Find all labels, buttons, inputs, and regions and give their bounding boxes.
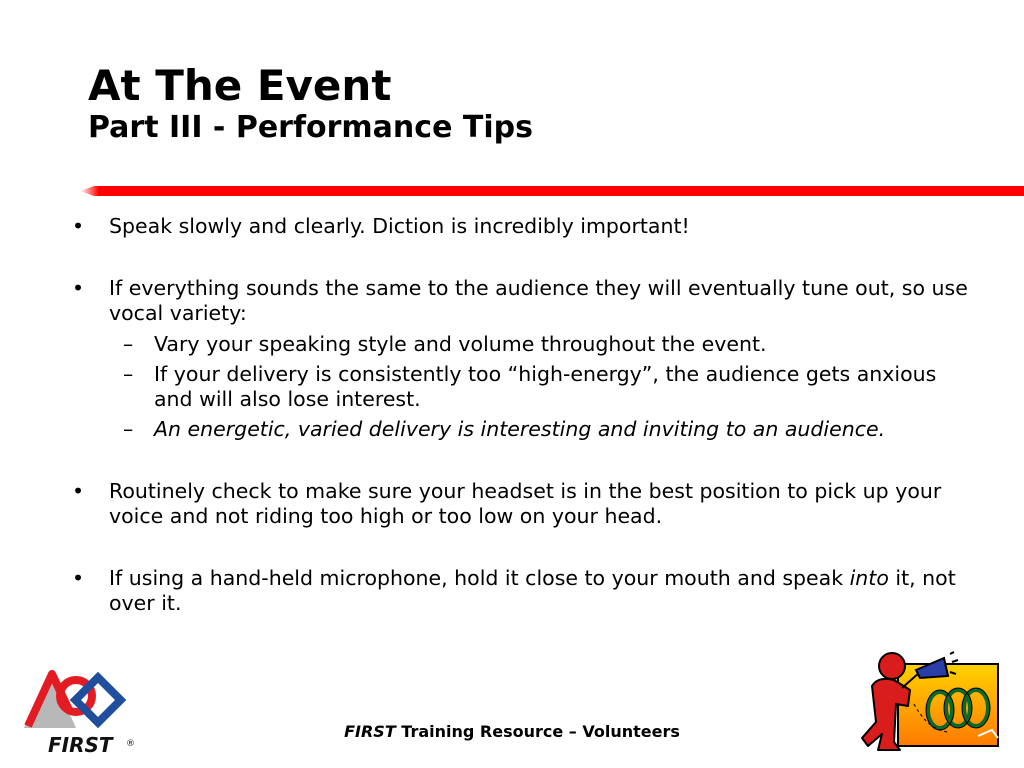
bullet-list (72, 214, 972, 616)
first-logo-icon (14, 656, 138, 760)
bullet-item (72, 566, 972, 616)
slide-title: At The Event (88, 61, 392, 110)
title-block (88, 60, 533, 148)
sub-bullet-item (109, 332, 972, 357)
bullet-text: If everything sounds the same to the audience they will eventually tune out, so use vocal variety: (109, 276, 968, 325)
logo-wordmark: FIRST (48, 733, 113, 757)
bullet-dot-icon: • (72, 566, 85, 590)
sub-bullet-text: Vary your speaking style and volume throughout the event. (154, 332, 767, 356)
person-megaphone-clipart-icon (858, 646, 1010, 762)
bullet-dot-icon: • (72, 276, 85, 300)
dash-icon: – (123, 417, 134, 441)
sub-bullet-list (109, 332, 972, 442)
footer-rest: Training Resource – Volunteers (395, 722, 680, 741)
logo-registered-mark: ® (126, 739, 135, 749)
bullet-text-before: If using a hand-held microphone, hold it close to your mouth and speak (109, 566, 850, 590)
bullet-item (72, 214, 972, 239)
bullet-item (72, 276, 972, 442)
title-underline-rule (76, 180, 1024, 202)
bullet-item (72, 479, 972, 529)
bullet-dot-icon: • (72, 214, 85, 238)
bullet-dot-icon: • (72, 479, 85, 503)
sub-bullet-item (109, 362, 972, 412)
bullet-text: Speak slowly and clearly. Diction is incredibly important! (109, 214, 690, 238)
bullet-text-after: it, not over it. (109, 566, 956, 615)
sub-bullet-text: If your delivery is consistently too “high-energy”, the audience gets anxious and will also lose interest. (154, 362, 937, 411)
sub-bullet-item (109, 417, 972, 442)
bullet-text-emphasis: into (849, 566, 889, 590)
sub-bullet-text-italic: An energetic, varied delivery is interesting and inviting to an audience. (154, 417, 886, 441)
slide-subtitle: Part III - Performance Tips (88, 110, 533, 145)
footer-brand: FIRST (344, 722, 396, 741)
dash-icon: – (123, 362, 134, 386)
dash-icon: – (123, 332, 134, 356)
bullet-text: Routinely check to make sure your headset is in the best position to pick up your voice and not riding too high or too low on your head. (109, 479, 942, 528)
